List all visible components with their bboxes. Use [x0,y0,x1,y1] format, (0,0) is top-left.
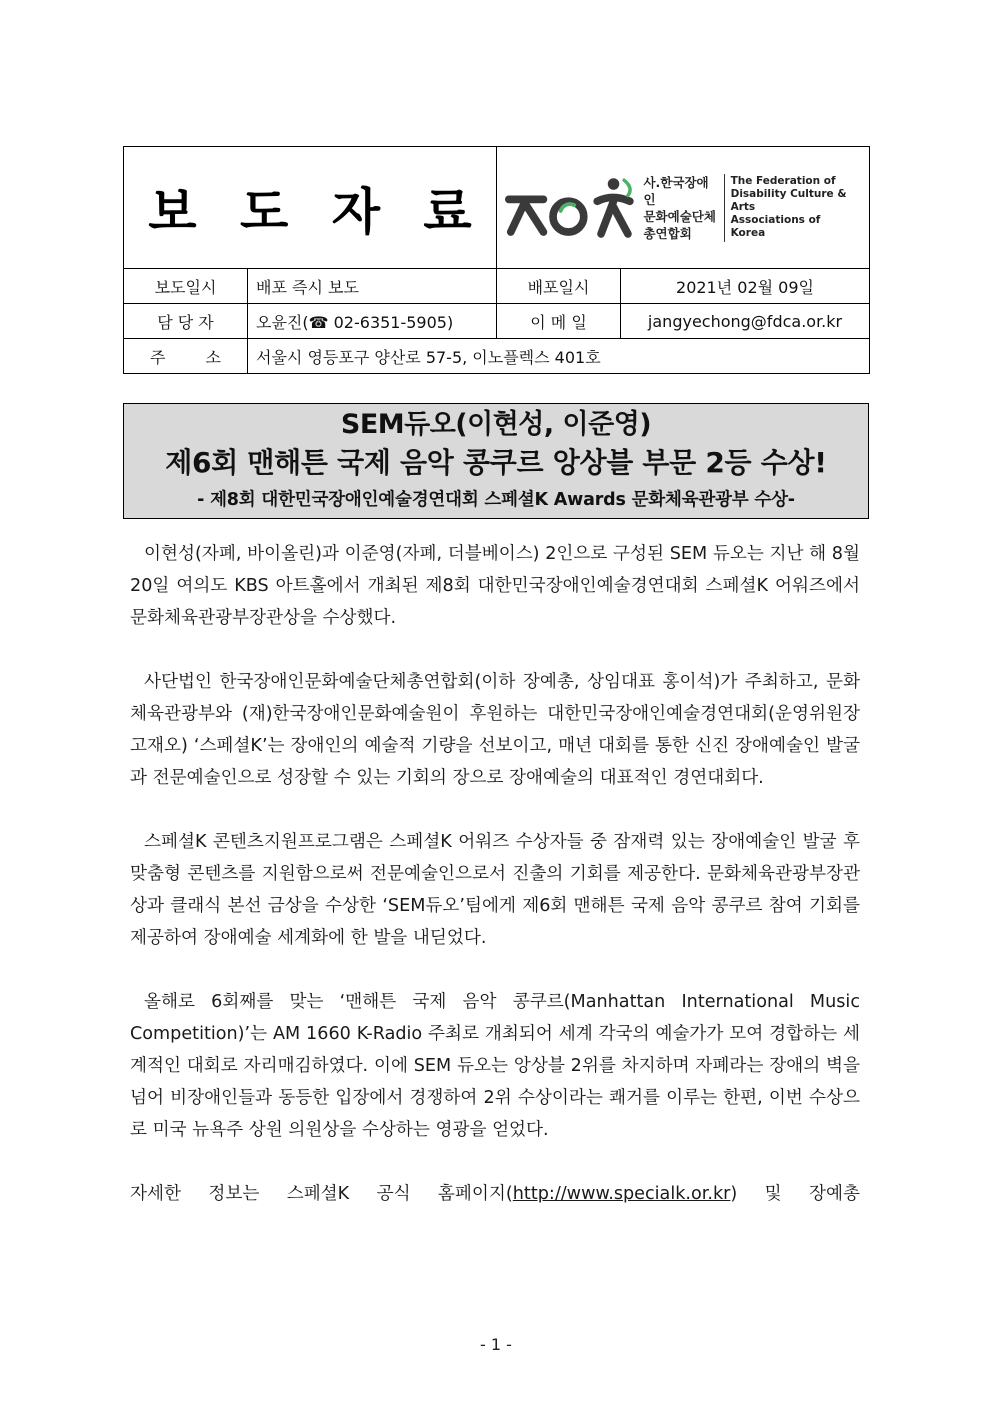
address-label: 주 소 [124,339,248,374]
release-date-value: 배포 즉시 보도 [248,269,497,304]
logo-ko-line-3: 총연합회 [643,225,692,241]
organization-name-korean [639,174,724,242]
distribution-date-label: 배포일시 [497,269,621,304]
organization-logo-mark-icon [505,173,639,243]
article-body [130,538,860,1210]
logo-cell [497,147,870,269]
logo-en-line-4: Korea [730,227,766,239]
logo-en-line-2: Disability Culture & Arts [730,188,847,213]
email-value: jangyechong@fdca.or.kr [621,304,870,339]
logo-en-line-3: Associations of [730,214,821,226]
contact-label: 담 당 자 [124,304,248,339]
email-label: 이 메 일 [497,304,621,339]
logo-en-line-1: The Federation of [730,175,836,187]
paragraph-4: 올해로 6회째를 맞는 ‘맨해튼 국제 음악 콩쿠르(Manhattan International Music Competition)’는 AM 1660 K-Radio 주최로 개최되어 세계 각국의 예술가가 모여 경합하는 세계적인 대회로 자리매김하였다. 이에 SEM 듀오는 앙상블 2위를 차지하며 자폐라는 장애의 벽을 넘어 비장애인들과 동등한 입장에서 경쟁하여 2위 수상이라는 쾌거를 이루는 한편, 이번 수상으로 미국 뉴욕주 상원 의원상을 수상하는 영광을 얻었다. [130,992,860,1140]
headline-box [123,403,869,519]
title-cell [124,147,497,269]
headline-subtitle: - 제8회 대한민국장애인예술경연대회 스페셜K Awards 문화체육관광부 수상- [197,490,795,510]
press-release-header-table [123,146,870,374]
page-number: - 1 - [480,1335,512,1354]
paragraph-1: 이현성(자폐, 바이올린)과 이준영(자폐, 더블베이스) 2인으로 구성된 SEM 듀오는 지난 해 8월 20일 여의도 KBS 아트홀에서 개최된 제8회 대한민국장애인예술경연대회 스페셜K 어워즈에서 문화체육관광부장관상을 수상했다. [130,544,860,628]
organization-name-english [725,175,869,240]
logo-ko-line-2: 문화예술단체 [643,208,716,224]
paragraph-3: 스페셜K 콘텐츠지원프로그램은 스페셜K 어워즈 수상자들 중 잠재력 있는 장애예술인 발굴 후 맞춤형 콘텐츠를 지원함으로써 전문예술인으로서 진출의 기회를 제공한다. 문화체육관광부장관상과 클래식 본선 금상을 수상한 ‘SEM듀오’팀에게 제6회 맨해튼 국제 음악 콩쿠르 참여 기회를 제공하여 장애예술 세계화에 한 발을 내딛었다. [130,832,860,948]
document-title: 보 도 자 료 [148,182,472,241]
paragraph-5-text-start: 자세한 정보는 스페셜K 공식 홈페이지( [130,1184,513,1204]
release-date-label: 보도일시 [124,269,248,304]
paragraph-5-text-end: ) 및 장예총 [730,1184,860,1204]
headline-line-1: SEM듀오(이현성, 이준영) [340,409,652,440]
distribution-date-value: 2021년 02월 09일 [621,269,870,304]
headline-line-2: 제6회 맨해튼 국제 음악 콩쿠르 앙상블 부문 2등 수상! [165,446,827,479]
address-value: 서울시 영등포구 양산로 57-5, 이노플렉스 401호 [248,339,870,374]
contact-value: 오윤진(☎ 02-6351-5905) [248,304,497,339]
logo-ko-line-1: 사.한국장애인 [643,174,709,207]
paragraph-2: 사단법인 한국장애인문화예술단체총연합회(이하 장예총, 상임대표 홍이석)가 주최하고, 문화체육관광부와 (재)한국장애인문화예술원이 후원하는 대한민국장애인예술경연대회(운영위원장 고재오) ‘스페셜K’는 장애인의 예술적 기량을 선보이고, 매년 대회를 통한 신진 장애예술인 발굴과 전문예술인으로 성장할 수 있는 기회의 장으로 장애예술의 대표적인 경연대회다. [130,672,860,788]
organization-logo [497,173,869,243]
paragraph-5 [130,1178,860,1210]
specialk-homepage-link[interactable]: http://www.specialk.or.kr [512,1184,731,1204]
